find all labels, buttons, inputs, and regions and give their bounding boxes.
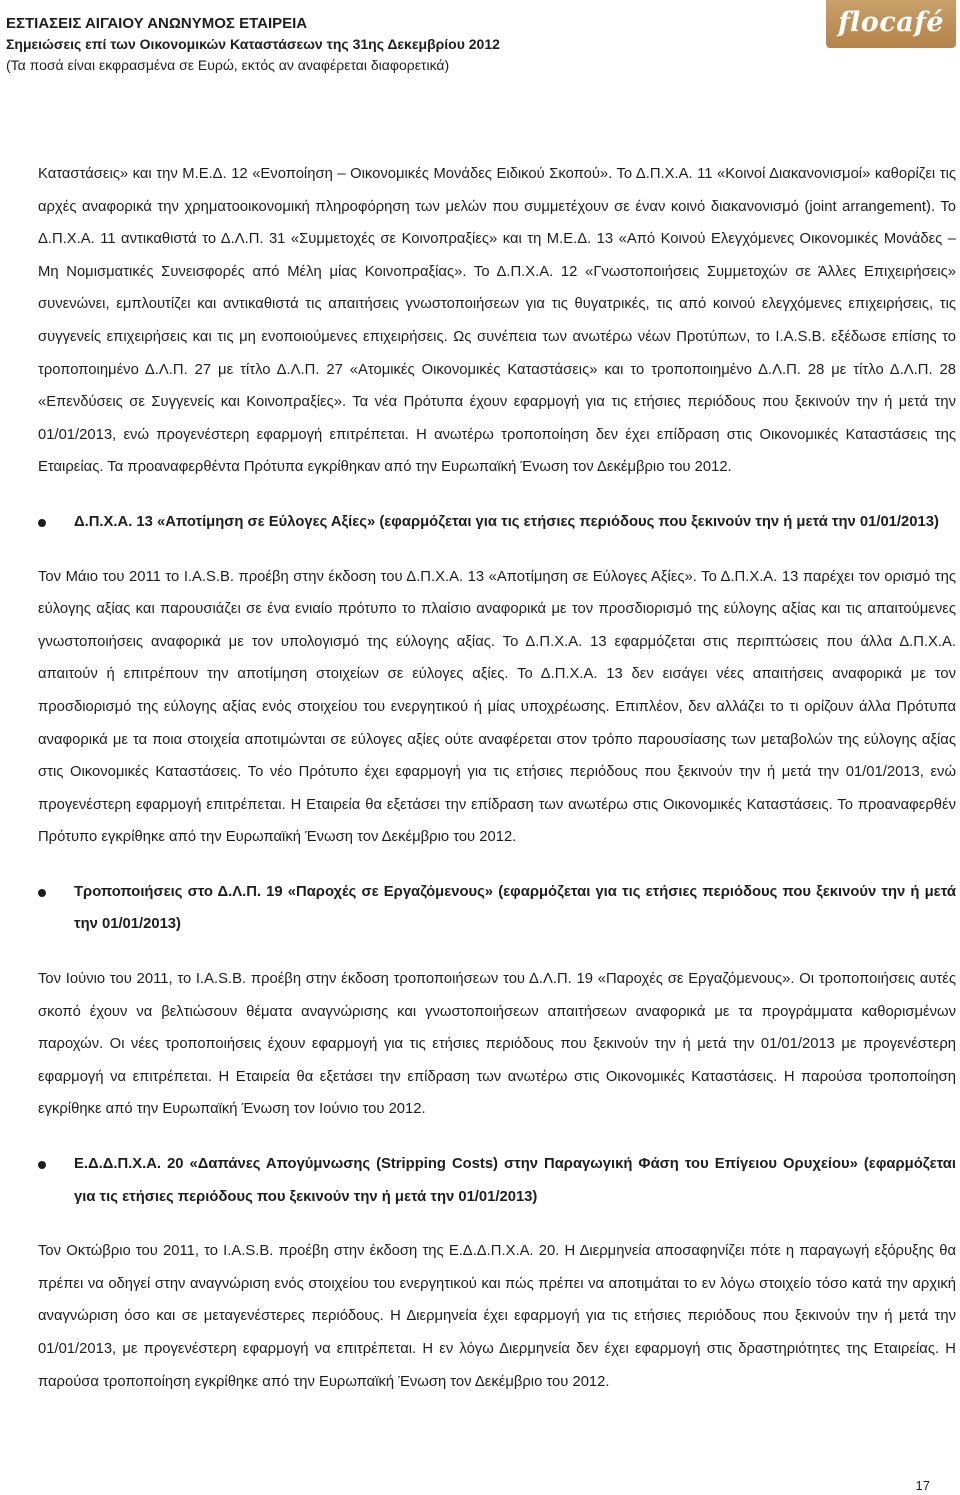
bullet-ifrs13-text: Δ.Π.Χ.Α. 13 «Αποτίμηση σε Εύλογες Αξίες» (εφαρμόζεται για τις ετήσιες περιόδους που ξεκινούν την ή μετά την 01/01/2013) xyxy=(74,513,939,530)
bullet-ifrs13 xyxy=(38,506,956,539)
bullet-ias19 xyxy=(38,876,956,941)
page-header xyxy=(6,14,806,76)
bullet-ifric20-text: Ε.Δ.Δ.Π.Χ.Α. 20 «Δαπάνες Απογύμνωσης (Stripping Costs) στην Παραγωγική Φάση του Επίγειου Ορυχείου» (εφαρμόζεται για τις ετήσιες περιόδους που ξεκινούν την ή μετά την 01/01/2013) xyxy=(74,1156,956,1205)
bullet-dot-icon xyxy=(38,889,46,897)
paragraph-ifric20: Τον Οκτώβριο του 2011, το I.A.S.B. προέβη στην έκδοση της Ε.Δ.Δ.Π.Χ.Α. 20. Η Διερμηνεία αποσαφηνίζει πότε η παραγωγή εξόρυξης θα πρέπει να οδηγεί στην αναγνώριση ενός στοιχείου του ενεργητικού και πώς πρέπει να αποτιμάται το εν λόγω στοιχείο τόσο κατά την αρχική αναγνώριση όσο και σε μεταγενέστερες περιόδους. Η Διερμηνεία έχει εφαρμογή για τις ετήσιες περιόδους που ξεκινούν την ή μετά την 01/01/2013, με προγενέστερη εφαρμογή να επιτρέπεται. Η εν λόγω Διερμηνεία δεν έχει εφαρμογή στις δραστηριότητες της Εταιρείας. Η παρούσα τροποποίηση εγκρίθηκε από την Ευρωπαϊκή Ένωση τον Δεκέμβριο του 2012. xyxy=(38,1243,956,1390)
bullet-ias19-text: Τροποποιήσεις στο Δ.Λ.Π. 19 «Παροχές σε Εργαζόμενους» (εφαρμόζεται για τις ετήσιες περιόδους που ξεκινούν την ή μετά την 01/01/2013) xyxy=(74,883,956,933)
company-name: ΕΣΤΙΑΣΕΙΣ ΑΙΓΑΙΟΥ ΑΝΩΝΥΜΟΣ ΕΤΑΙΡΕΙΑ xyxy=(6,15,308,32)
document-subtitle: Σημειώσεις επί των Οικονομικών Καταστάσεων της 31ης Δεκεμβρίου 2012 xyxy=(6,36,500,52)
paragraph-ias19: Τον Ιούνιο του 2011, το I.A.S.B. προέβη στην έκδοση τροποποιήσεων του Δ.Λ.Π. 19 «Παροχές σε Εργαζόμενους». Οι τροποποιήσεις αυτές σκοπό έχουν να βελτιώσουν θέματα αναγνώρισης και γνωστοποιήσεων απαιτήσεων αναφορικά με τα προγράμματα καθορισμένων παροχών. Οι νέες τροποποιήσεις έχουν εφαρμογή για τις ετήσιες περιόδους που ξεκινούν την ή μετά την 01/01/2013 με προγενέστερη εφαρμογή να επιτρέπεται. Η Εταιρεία θα εξετάσει την επίδραση των ανωτέρω στις Οικονομικές Καταστάσεις. Η παρούσα τροποποίηση εγκρίθηκε από την Ευρωπαϊκή Ένωση τον Ιούνιο του 2012. xyxy=(38,971,956,1118)
paragraph-ifrs13: Τον Μάιο του 2011 το I.A.S.B. προέβη στην έκδοση του Δ.Π.Χ.Α. 13 «Αποτίμηση σε Εύλογες Αξίες». Το Δ.Π.Χ.Α. 13 παρέχει τον ορισμό της εύλογης αξίας και παρουσιάζει σε ένα ενιαίο πρότυπο το πλαίσιο αναφορικά με τον προσδιορισμό της εύλογης αξίας και τις απαιτούμενες γνωστοποιήσεις αναφορικά με τον υπολογισμό της εύλογης αξίας. Το Δ.Π.Χ.Α. 13 εφαρμόζεται στις περιπτώσεις που άλλα Δ.Π.Χ.Α. απαιτούν ή επιτρέπουν την αποτίμηση στοιχείων σε εύλογες αξίες. Το Δ.Π.Χ.Α. 13 δεν εισάγει νέες απαιτήσεις αναφορικά με τον προσδιορισμό της εύλογης αξίας ενός στοιχείου του ενεργητικού ή μίας υποχρέωσης. Επιπλέον, δεν αλλάζει το τι ορίζουν άλλα Πρότυπα αναφορικά με τα ποια στοιχεία αποτιμώνται σε εύλογες αξίες ούτε αναφέρεται στον τρόπο παρουσίασης των μεταβολών της εύλογης αξίας στις Οικονομικές Καταστάσεις. Το νέο Πρότυπο έχει εφαρμογή για τις ετήσιες περιόδους που ξεκινούν την ή μετά την 01/01/2013, ενώ προγενέστερη εφαρμογή επιτρέπεται. Η Εταιρεία θα εξετάσει την επίδραση των ανωτέρω στις Οικονομικές Καταστάσεις. Το προαναφερθέν Πρότυπο εγκρίθηκε από την Ευρωπαϊκή Ένωση τον Δεκέμβριο του 2012. xyxy=(38,568,956,846)
bullet-dot-icon xyxy=(38,1161,46,1169)
flocafe-logo: flocafé xyxy=(826,0,956,48)
page-number: 17 xyxy=(915,1478,930,1493)
paragraph-ifrs11-12: Καταστάσεις» και την Μ.Ε.Δ. 12 «Ενοποίηση – Οικονομικές Μονάδες Ειδικού Σκοπού». Το Δ.Π.Χ.Α. 11 «Κοινοί Διακανονισμοί» καθορίζει τις αρχές αναφορικά την χρηματοοικονομική πληροφόρηση των μελών που συμμετέχουν σε έναν κοινό διακανονισμό (joint arrangement). Το Δ.Π.Χ.Α. 11 αντικαθιστά το Δ.Λ.Π. 31 «Συμμετοχές σε Κοινοπραξίες» και τη Μ.Ε.Δ. 13 «Από Κοινού Ελεγχόμενες Οικονομικές Μονάδες – Μη Νομισματικές Συνεισφορές από Μέλη μίας Κοινοπραξίας». Το Δ.Π.Χ.Α. 12 «Γνωστοποιήσεις Συμμετοχών σε Άλλες Επιχειρήσεις» συνενώνει, εμπλουτίζει και αντικαθιστά τις απαιτήσεις γνωστοποιήσεων για τις θυγατρικές, τις από κοινού ελεγχόμενες επιχειρήσεις, τις συγγενείς επιχειρήσεις και τις μη ενοποιούμενες επιχειρήσεις. Ως συνέπεια των ανωτέρω νέων Προτύπων, το I.A.S.B. εξέδωσε επίσης το τροποποιημένο Δ.Λ.Π. 27 με τίτλο Δ.Λ.Π. 27 «Ατομικές Οικονομικές Καταστάσεις» και το τροποποιημένο Δ.Λ.Π. 28 με τίτλο Δ.Λ.Π. 28 «Επενδύσεις σε Συγγενείς και Κοινοπραξίες». Τα νέα Πρότυπα έχουν εφαρμογή για τις ετήσιες περιόδους που ξεκινούν την ή μετά την 01/01/2013, ενώ προγενέστερη εφαρμογή επιτρέπεται. Η ανωτέρω τροποποίηση δεν έχει επίδραση στις Οικονομικές Καταστάσεις της Εταιρείας. Τα προαναφερθέντα Πρότυπα εγκρίθηκαν από την Ευρωπαϊκή Ένωση τον Δεκέμβριο του 2012. xyxy=(38,166,956,476)
document-body xyxy=(38,158,956,1398)
currency-note: (Τα ποσά είναι εκφρασμένα σε Ευρώ, εκτός αν αναφέρεται διαφορετικά) xyxy=(6,57,450,73)
bullet-dot-icon xyxy=(38,519,46,527)
bullet-ifric20 xyxy=(38,1148,956,1213)
